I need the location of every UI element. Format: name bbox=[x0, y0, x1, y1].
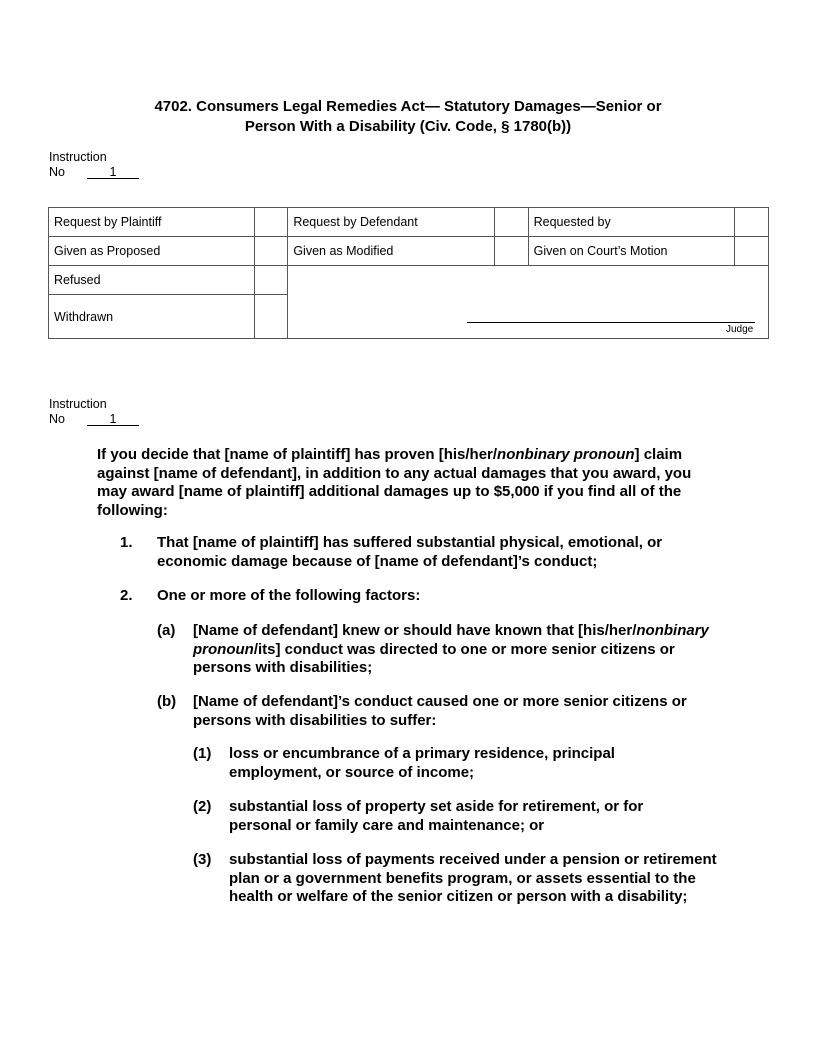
factor-text: [Name of defendant]’s conduct caused one or more senior citizens or persons with disabilities to suffer: bbox=[193, 693, 687, 729]
intro-italic: nonbinary pronoun bbox=[497, 446, 635, 463]
request-by-defendant-checkbox[interactable] bbox=[494, 208, 528, 237]
request-by-plaintiff-checkbox[interactable] bbox=[254, 208, 288, 237]
given-as-proposed-label: Given as Proposed bbox=[49, 237, 255, 266]
factor-a-text: [Name of defendant] knew or should have known that [his/her/ bbox=[193, 622, 637, 639]
given-as-modified-checkbox[interactable] bbox=[494, 237, 528, 266]
instruction-number-top bbox=[49, 150, 139, 180]
factor-text bbox=[193, 622, 728, 678]
subitem-marker: (1) bbox=[193, 745, 212, 762]
subitem-text: substantial loss of property set aside for retirement, or for personal or family care and maintenance; or bbox=[229, 798, 644, 834]
factor-a-text: /its] conduct was directed to one or more senior citizens or persons with disabilities; bbox=[193, 640, 675, 676]
instruction-disposition-form bbox=[48, 207, 769, 339]
subitem-marker: (3) bbox=[193, 851, 212, 868]
instruction-number: 1 bbox=[87, 413, 139, 426]
judge-signature-line bbox=[467, 322, 755, 323]
given-as-proposed-checkbox[interactable] bbox=[254, 237, 288, 266]
instruction-label: Instruction bbox=[49, 150, 107, 164]
request-by-defendant-label: Request by Defendant bbox=[288, 208, 495, 237]
judge-signature-area[interactable] bbox=[288, 266, 769, 339]
factor-a-italic: nonbinary pronoun bbox=[193, 622, 709, 658]
refused-label: Refused bbox=[49, 266, 255, 295]
item-text: That [name of plaintiff] has suffered substantial physical, emotional, or economic damage because of [name of defendant]’s conduct; bbox=[157, 534, 663, 570]
intro-text: ] claim against [name of defendant], in addition to any actual damages that you award, you may award [name of plaintiff] additional damages up to $5,000 if you find all of the following: bbox=[97, 446, 692, 519]
factor-marker: (b) bbox=[157, 693, 177, 710]
item-marker: 1. bbox=[120, 534, 133, 551]
subitem-text: substantial loss of payments received under a pension or retirement plan or a government benefits program, or assets essential to the health or welfare of the senior citizen or person with a disability; bbox=[229, 851, 717, 905]
title-line-2: Person With a Disability (Civ. Code, § 1780(b)) bbox=[244, 118, 572, 135]
title-line-1: 4702. Consumers Legal Remedies Act— Statutory Damages—Senior or bbox=[154, 98, 662, 115]
judge-label: Judge bbox=[726, 324, 754, 335]
intro-text: If you decide that [name of plaintiff] has proven [his/her/ bbox=[97, 446, 498, 463]
document-title bbox=[0, 97, 816, 137]
withdrawn-checkbox[interactable] bbox=[254, 295, 288, 339]
requested-by-label: Requested by bbox=[528, 208, 735, 237]
instruction-label: Instruction bbox=[49, 397, 107, 411]
no-label: No bbox=[49, 412, 65, 426]
factor-marker: (a) bbox=[157, 622, 176, 639]
instruction-number[interactable]: 1 bbox=[87, 166, 139, 179]
given-on-courts-motion-label: Given on Court’s Motion bbox=[528, 237, 735, 266]
intro-paragraph bbox=[97, 446, 725, 520]
subitem-text: loss or encumbrance of a primary residence, principal employment, or source of income; bbox=[229, 745, 615, 781]
requested-by-checkbox[interactable] bbox=[735, 208, 769, 237]
subitem-marker: (2) bbox=[193, 798, 212, 815]
item-marker: 2. bbox=[120, 587, 133, 604]
instruction-number-bottom bbox=[49, 397, 139, 427]
given-on-courts-motion-checkbox[interactable] bbox=[735, 237, 769, 266]
refused-checkbox[interactable] bbox=[254, 266, 288, 295]
item-text: One or more of the following factors: bbox=[157, 587, 421, 604]
no-label: No bbox=[49, 165, 65, 179]
given-as-modified-label: Given as Modified bbox=[288, 237, 495, 266]
withdrawn-label: Withdrawn bbox=[49, 295, 255, 339]
request-by-plaintiff-label: Request by Plaintiff bbox=[49, 208, 255, 237]
